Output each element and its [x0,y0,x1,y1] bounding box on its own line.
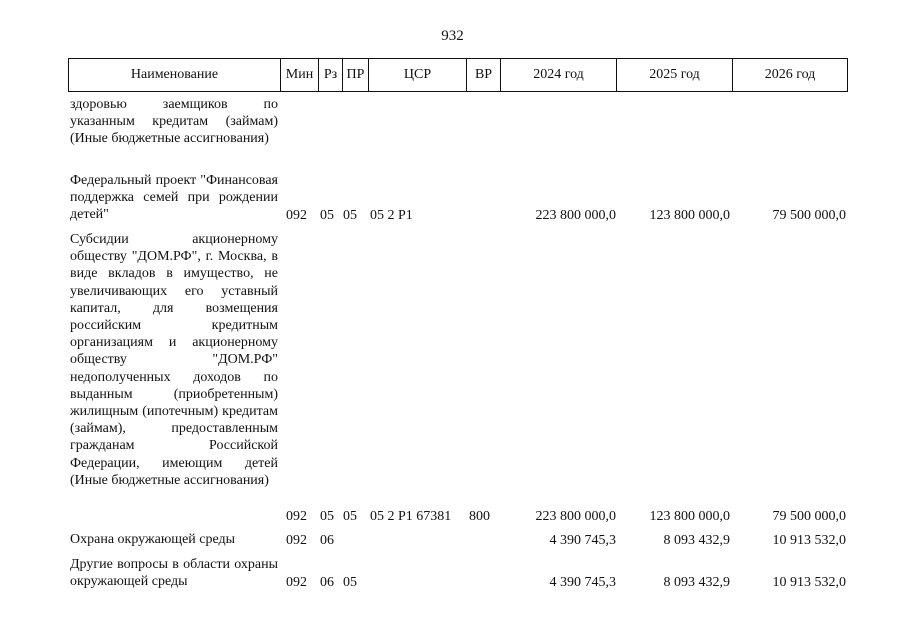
row-pr: 05 [343,508,357,524]
table-row [68,556,848,591]
header-2025: 2025 год [617,59,733,91]
table-row [68,231,848,525]
row-2025: 123 800 000,0 [649,207,730,223]
row-2026: 79 500 000,0 [772,207,846,223]
row-2024: 4 390 745,3 [549,532,616,548]
row-2026: 10 913 532,0 [772,532,846,548]
header-pr: ПР [343,59,369,91]
header-name: Наименование [69,59,281,91]
row-name: Охрана окружающей среды [70,532,236,547]
row-pr: 05 [343,207,357,223]
header-vr: ВР [467,59,501,91]
row-name: Субсидии акционерному обществу "ДОМ.РФ", г. Москва, в виде вкладов в имущество, не увеличивающих его уставный капитал, для возмещения российским кредитным организациям и акционерному обществу "ДОМ.РФ" недополученных доходов по выданным (приобретенным) жилищным (ипотечным) кредитам (займам), предоставленным гражданам Российской Федерации, имеющим детей (Иные бюджетные ассигнования) [70,232,278,488]
table-row [68,531,848,549]
row-2024: 223 800 000,0 [535,207,616,223]
row-vr: 800 [469,508,490,524]
row-name: Федеральный проект "Финансовая поддержка семей при рождении детей" [70,173,278,223]
row-rz: 05 [320,207,334,223]
row-csr: 05 2 Р1 [370,207,413,223]
row-name: Другие вопросы в области охраны окружающей среды [70,557,278,590]
row-2025: 8 093 432,9 [663,574,730,590]
row-2025: 123 800 000,0 [649,508,730,524]
row-2025: 8 093 432,9 [663,532,730,548]
row-2026: 79 500 000,0 [772,508,846,524]
row-csr: 05 2 Р1 67381 [370,508,452,524]
header-rz: Рз [319,59,343,91]
row-2026: 10 913 532,0 [772,574,846,590]
row-rz: 05 [320,508,334,524]
header-2026: 2026 год [764,67,816,82]
page-number: 932 [441,28,464,44]
table-row [68,96,848,165]
row-min: 092 [286,508,307,524]
header-csr: ЦСР [369,59,467,91]
row-min: 092 [286,532,307,548]
row-min: 092 [286,207,307,223]
row-name: здоровью заемщиков по указанным кредитам (займам) (Иные бюджетные ассигнования) [70,97,278,147]
table-row [68,172,848,224]
row-min: 092 [286,574,307,590]
row-pr: 05 [343,574,357,590]
header-2024: 2024 год [501,59,617,91]
row-2024: 4 390 745,3 [549,574,616,590]
header-min: Мин [281,59,319,91]
row-rz: 06 [320,574,334,590]
row-rz: 06 [320,532,334,548]
row-2024: 223 800 000,0 [535,508,616,524]
table-header [68,58,848,92]
